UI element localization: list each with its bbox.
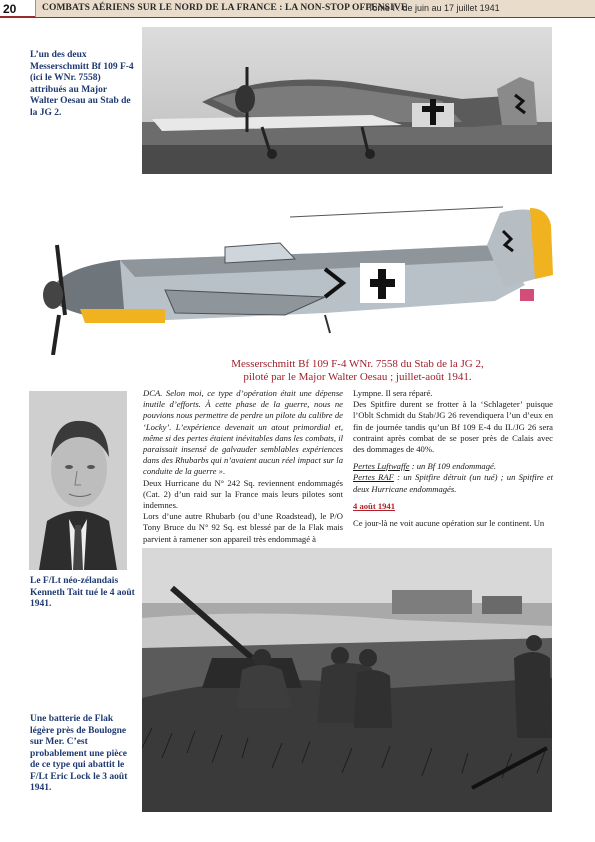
losses-raf (353, 472, 553, 494)
flak-battery-photo (142, 548, 552, 812)
losses-luftwaffe (353, 461, 553, 472)
aircraft-photo (142, 27, 552, 174)
top-photo-caption: L’un des deux Messerschmitt Bf 109 F-4 (ici le WNr. 7558) attribués au Major Walter Oesau au Stab de la JG 2. (30, 50, 134, 118)
losses-raf-text: : un Spitfire détruit (un tué) ; un Spitfire et deux Hurricane endommagés. (353, 472, 554, 494)
paragraph-spitfires: Des Spitfire durent se frotter à la ‘Schlageter’ puisque l’Oblt Schmidt du Stab/JG 26 revendiquera l’un d’eux en fin de journée tandis qu’un Bf 109 E-4 du II./JG 26 sera contraint après combat de se poser près de Calais avec des dommages de 40%. (353, 399, 553, 455)
paragraph-4-august: Ce jour-là ne voit aucune opération sur le continent. Un (353, 518, 545, 529)
running-subtitle: Tome I : de juin au 17 juillet 1941 (368, 3, 500, 13)
quote-text: DCA. Selon moi, ce type d’opération était une dépense inutile d’efforts. À cette phase de la guerre, nous ne pouvions nous permettre de perdre un pilote du calibre de ‘Locky’. L’expérience devenait un atout primordial et, même si des pertes étaient inévitables dans les combats, il paraissait insensé de galvauder semblables expériences dans des Rhubarbs qui n’avaient aucun réel impact sur la conduite de la guerre » (143, 388, 343, 477)
pilot-portrait-photo (29, 391, 127, 570)
losses-luftwaffe-text: : un Bf 109 endommagé. (409, 461, 496, 472)
losses-luftwaffe-label: Pertes Luftwaffe (353, 461, 410, 472)
page-number: 20 (3, 2, 17, 16)
losses-raf-label: Pertes RAF (353, 472, 394, 483)
aircraft-profile-illustration (25, 205, 560, 355)
paragraph-lympne: Lympne. Il sera réparé. (353, 388, 433, 398)
paragraph-rhubarb: Lors d’une autre Rhubarb (ou d’une Roadstead), le P/O Tony Bruce du N° 92 Sq. est blessé par de la Flak mais parvient à ramener son appareil très endommagé à (143, 511, 343, 544)
profile-caption-line1: Messerschmitt Bf 109 F-4 WNr. 7558 du Stab de la JG 2, (231, 358, 484, 370)
quote-end: . (222, 466, 226, 477)
text-column-right (353, 388, 553, 529)
paragraph-hurricanes: Deux Hurricane du N° 242 Sq. reviennent endommagés (Cat. 2) d’un raid sur la France mais leurs pilotes sont indemnes. (143, 477, 343, 511)
profile-caption (140, 358, 575, 383)
date-heading: 4 août 1941 (353, 500, 396, 511)
portrait-caption: Le F/Lt néo-zélandais Kenneth Tait tué le 4 août 1941. (30, 576, 135, 609)
text-column-left (143, 388, 343, 545)
running-title: COMBATS AÉRIENS SUR LE NORD DE LA FRANCE : LA NON-STOP OFFENSIVE (42, 3, 408, 13)
flak-caption: Une batterie de Flak légère près de Boulogne sur Mer. C’est probablement une pièce de ce type qui abattit le F/Lt Eric Lock le 3 août 1941. (30, 714, 128, 793)
page-header (0, 0, 595, 18)
profile-caption-line2: piloté par le Major Walter Oesau ; juillet-août 1941. (243, 370, 472, 383)
